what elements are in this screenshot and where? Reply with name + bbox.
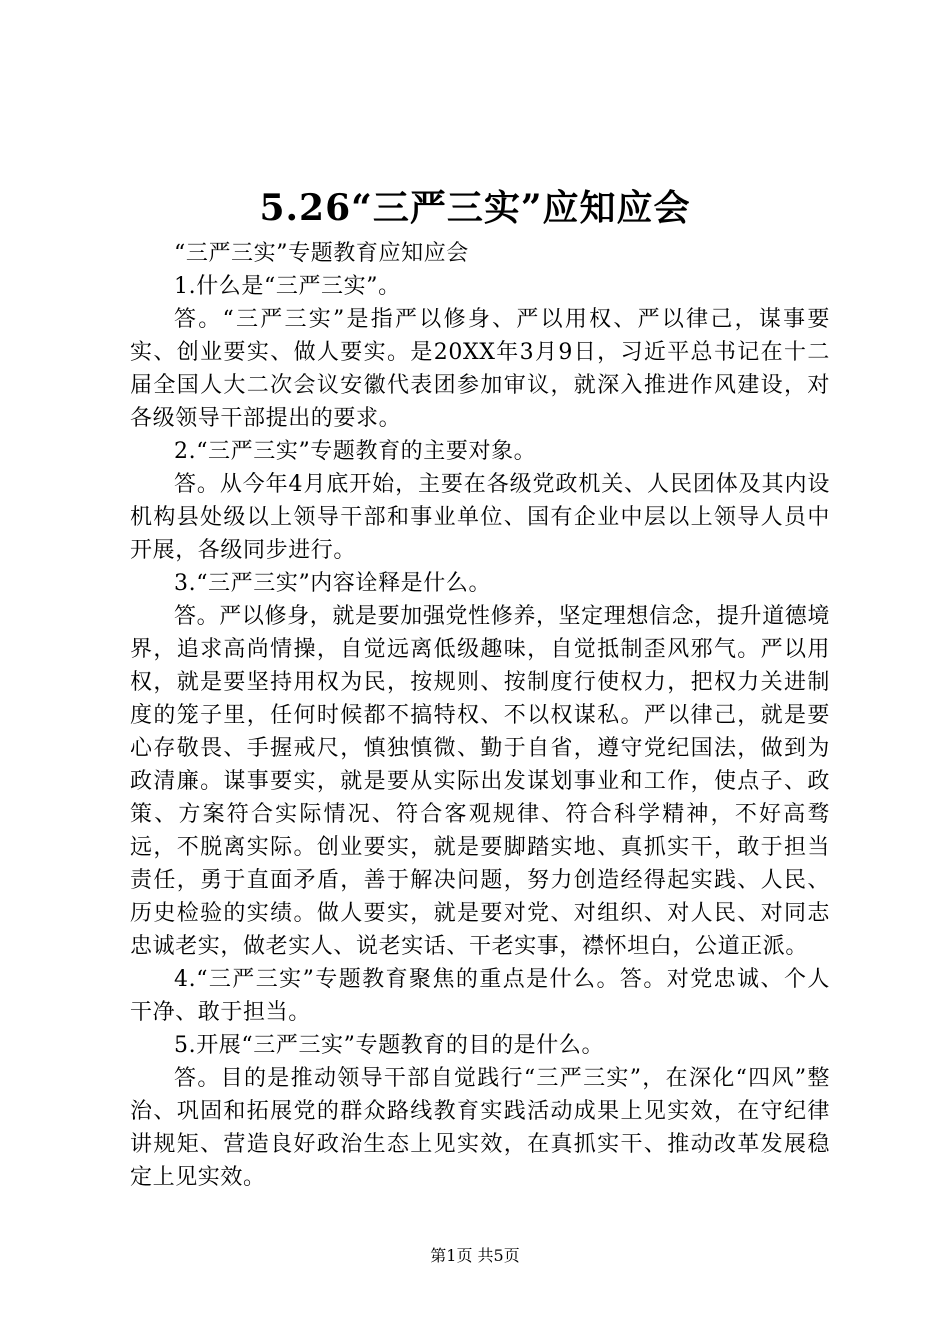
question-5: 5.开展“三严三实”专题教育的目的是什么。	[174, 1033, 605, 1058]
document-title: 5.26“三严三实”应知应会	[259, 187, 691, 229]
question-3: 3.“三严三实”内容诠释是什么。	[174, 571, 492, 596]
page-footer: 第1页 共5页	[430, 1246, 520, 1265]
subtitle-paragraph: “三严三实”专题教育应知应会	[174, 241, 469, 266]
question-answer-4: 4.“三严三实”专题教育聚焦的重点是什么。答。对党忠诚、个人干净、敢于担当。	[130, 967, 830, 1025]
document-body	[130, 237, 830, 1194]
answer-1: 答。“三严三实”是指严以修身、严以用权、严以律己，谋事要实、创业要实、做人要实。是20XX年3月9日，习近平总书记在十二届全国人大二次会议安徽代表团参加审议，就深入推进作风建设，对各级领导干部提出的要求。	[130, 307, 830, 431]
question-2: 2.“三严三实”专题教育的主要对象。	[174, 439, 537, 464]
answer-3: 答。严以修身，就是要加强党性修养，坚定理想信念，提升道德境界，追求高尚情操，自觉远离低级趣味，自觉抵制歪风邪气。严以用权，就是要坚持用权为民，按规则、按制度行使权力，把权力关进制度的笼子里，任何时候都不搞特权、不以权谋私。严以律己，就是要心存敬畏、手握戒尺，慎独慎微、勤于自省，遵守党纪国法，做到为政清廉。谋事要实，就是要从实际出发谋划事业和工作，使点子、政策、方案符合实际情况、符合客观规律、符合科学精神，不好高骛远，不脱离实际。创业要实，就是要脚踏实地、真抓实干，敢于担当责任，勇于直面矛盾，善于解决问题，努力创造经得起实践、人民、历史检验的实绩。做人要实，就是要对党、对组织、对人民、对同志忠诚老实，做老实人、说老实话、干老实事，襟怀坦白，公道正派。	[130, 604, 830, 959]
answer-5: 答。目的是推动领导干部自觉践行“三严三实”，在深化“四风”整治、巩固和拓展党的群众路线教育实践活动成果上见实效，在守纪律讲规矩、营造良好政治生态上见实效，在真抓实干、推动改革发展稳定上见实效。	[130, 1066, 830, 1190]
answer-2: 答。从今年4月底开始，主要在各级党政机关、人民团体及其内设机构县处级以上领导干部和事业单位、国有企业中层以上领导人员中开展，各级同步进行。	[130, 472, 830, 563]
question-1: 1.什么是“三严三实”。	[174, 274, 401, 299]
